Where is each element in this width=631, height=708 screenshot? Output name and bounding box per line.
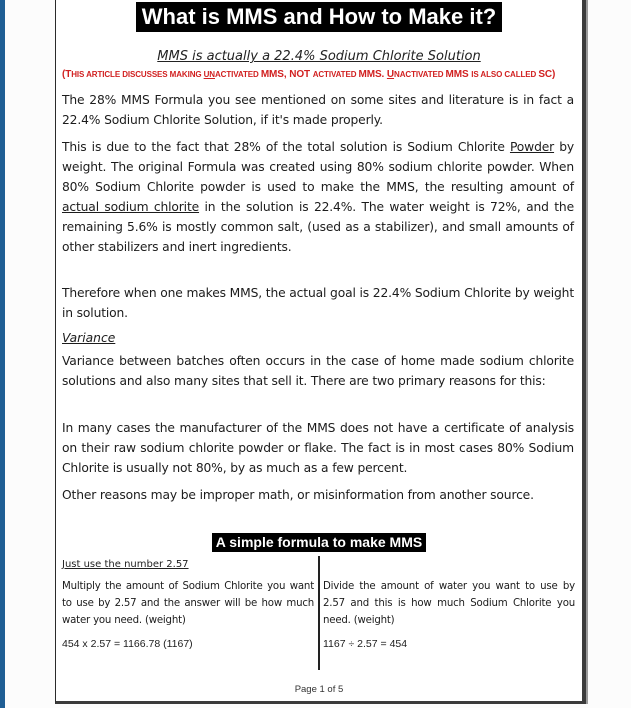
- subtitle: MMS is actually a 22.4% Sodium Chlorite Solution: [157, 49, 481, 64]
- formula-subheading: Just use the number 2.57: [62, 559, 189, 570]
- formula-banner: [56, 532, 582, 552]
- paragraph-28-percent-formula: The 28% MMS Formula you see mentioned on some sites and literature is in fact a 22.4% Sodium Chlorite Solution, if it's made properly.: [62, 93, 574, 127]
- paragraph-certificate: In many cases the manufacturer of the MMS does not have a certificate of analysis on their raw sodium chlorite powder or flake. The fact is in most cases 80% Sodium Chlorite is usually not 80%, by as much as a few percent.: [62, 421, 574, 475]
- document-page: [55, 0, 586, 704]
- divide-instructions: Divide the amount of water you want to use by 2.57 and this is how much Sodium Chlorite you need. (weight): [323, 581, 575, 626]
- paragraph-goal: Therefore when one makes MMS, the actual goal is 22.4% Sodium Chlorite by weight in solution.: [62, 286, 574, 320]
- paragraph-explanation: This is due to the fact that 28% of the total solution is Sodium Chlorite Powder by weight. The original Formula was created using 80% sodium chlorite powder. When 80% Sodium Chlorite powder is used to make the MMS, the resulting amount of actual sodium chlorite in the solution is 22.4%. The water weight is 72%, and the remaining 5.6% is mostly common salt, (used as a stabilizer), and small amounts of other stabilizers and inert ingredients.: [62, 140, 574, 254]
- window-edge-strip: [0, 0, 5, 708]
- multiply-equation: 454 x 2.57 = 1166.78 (1167): [62, 638, 193, 650]
- multiply-instructions: Multiply the amount of Sodium Chlorite you want to use by 2.57 and the answer will be how much water you need. (weight): [62, 581, 314, 626]
- divide-equation: 1167 ÷ 2.57 = 454: [323, 638, 408, 650]
- page-title: What is MMS and How to Make it?: [136, 2, 502, 32]
- column-divider: [318, 556, 320, 670]
- variance-heading: Variance: [62, 331, 116, 345]
- paragraph-variance: Variance between batches often occurs in the case of home made sodium chlorite solutions and also many sites that sell it. There are two primary reasons for this:: [62, 354, 574, 388]
- page-number: Page 1 of 5: [294, 684, 344, 695]
- title-banner: [56, 2, 582, 32]
- paragraph-other-reasons: Other reasons may be improper math, or misinformation from another source.: [62, 488, 534, 502]
- notice-line: (THIS ARTICLE DISCUSSES MAKING UNACTIVATED MMS, NOT ACTIVATED MMS. UNACTIVATED MMS IS ALSO CALLED SC): [62, 69, 556, 80]
- formula-heading: A simple formula to make MMS: [212, 533, 426, 552]
